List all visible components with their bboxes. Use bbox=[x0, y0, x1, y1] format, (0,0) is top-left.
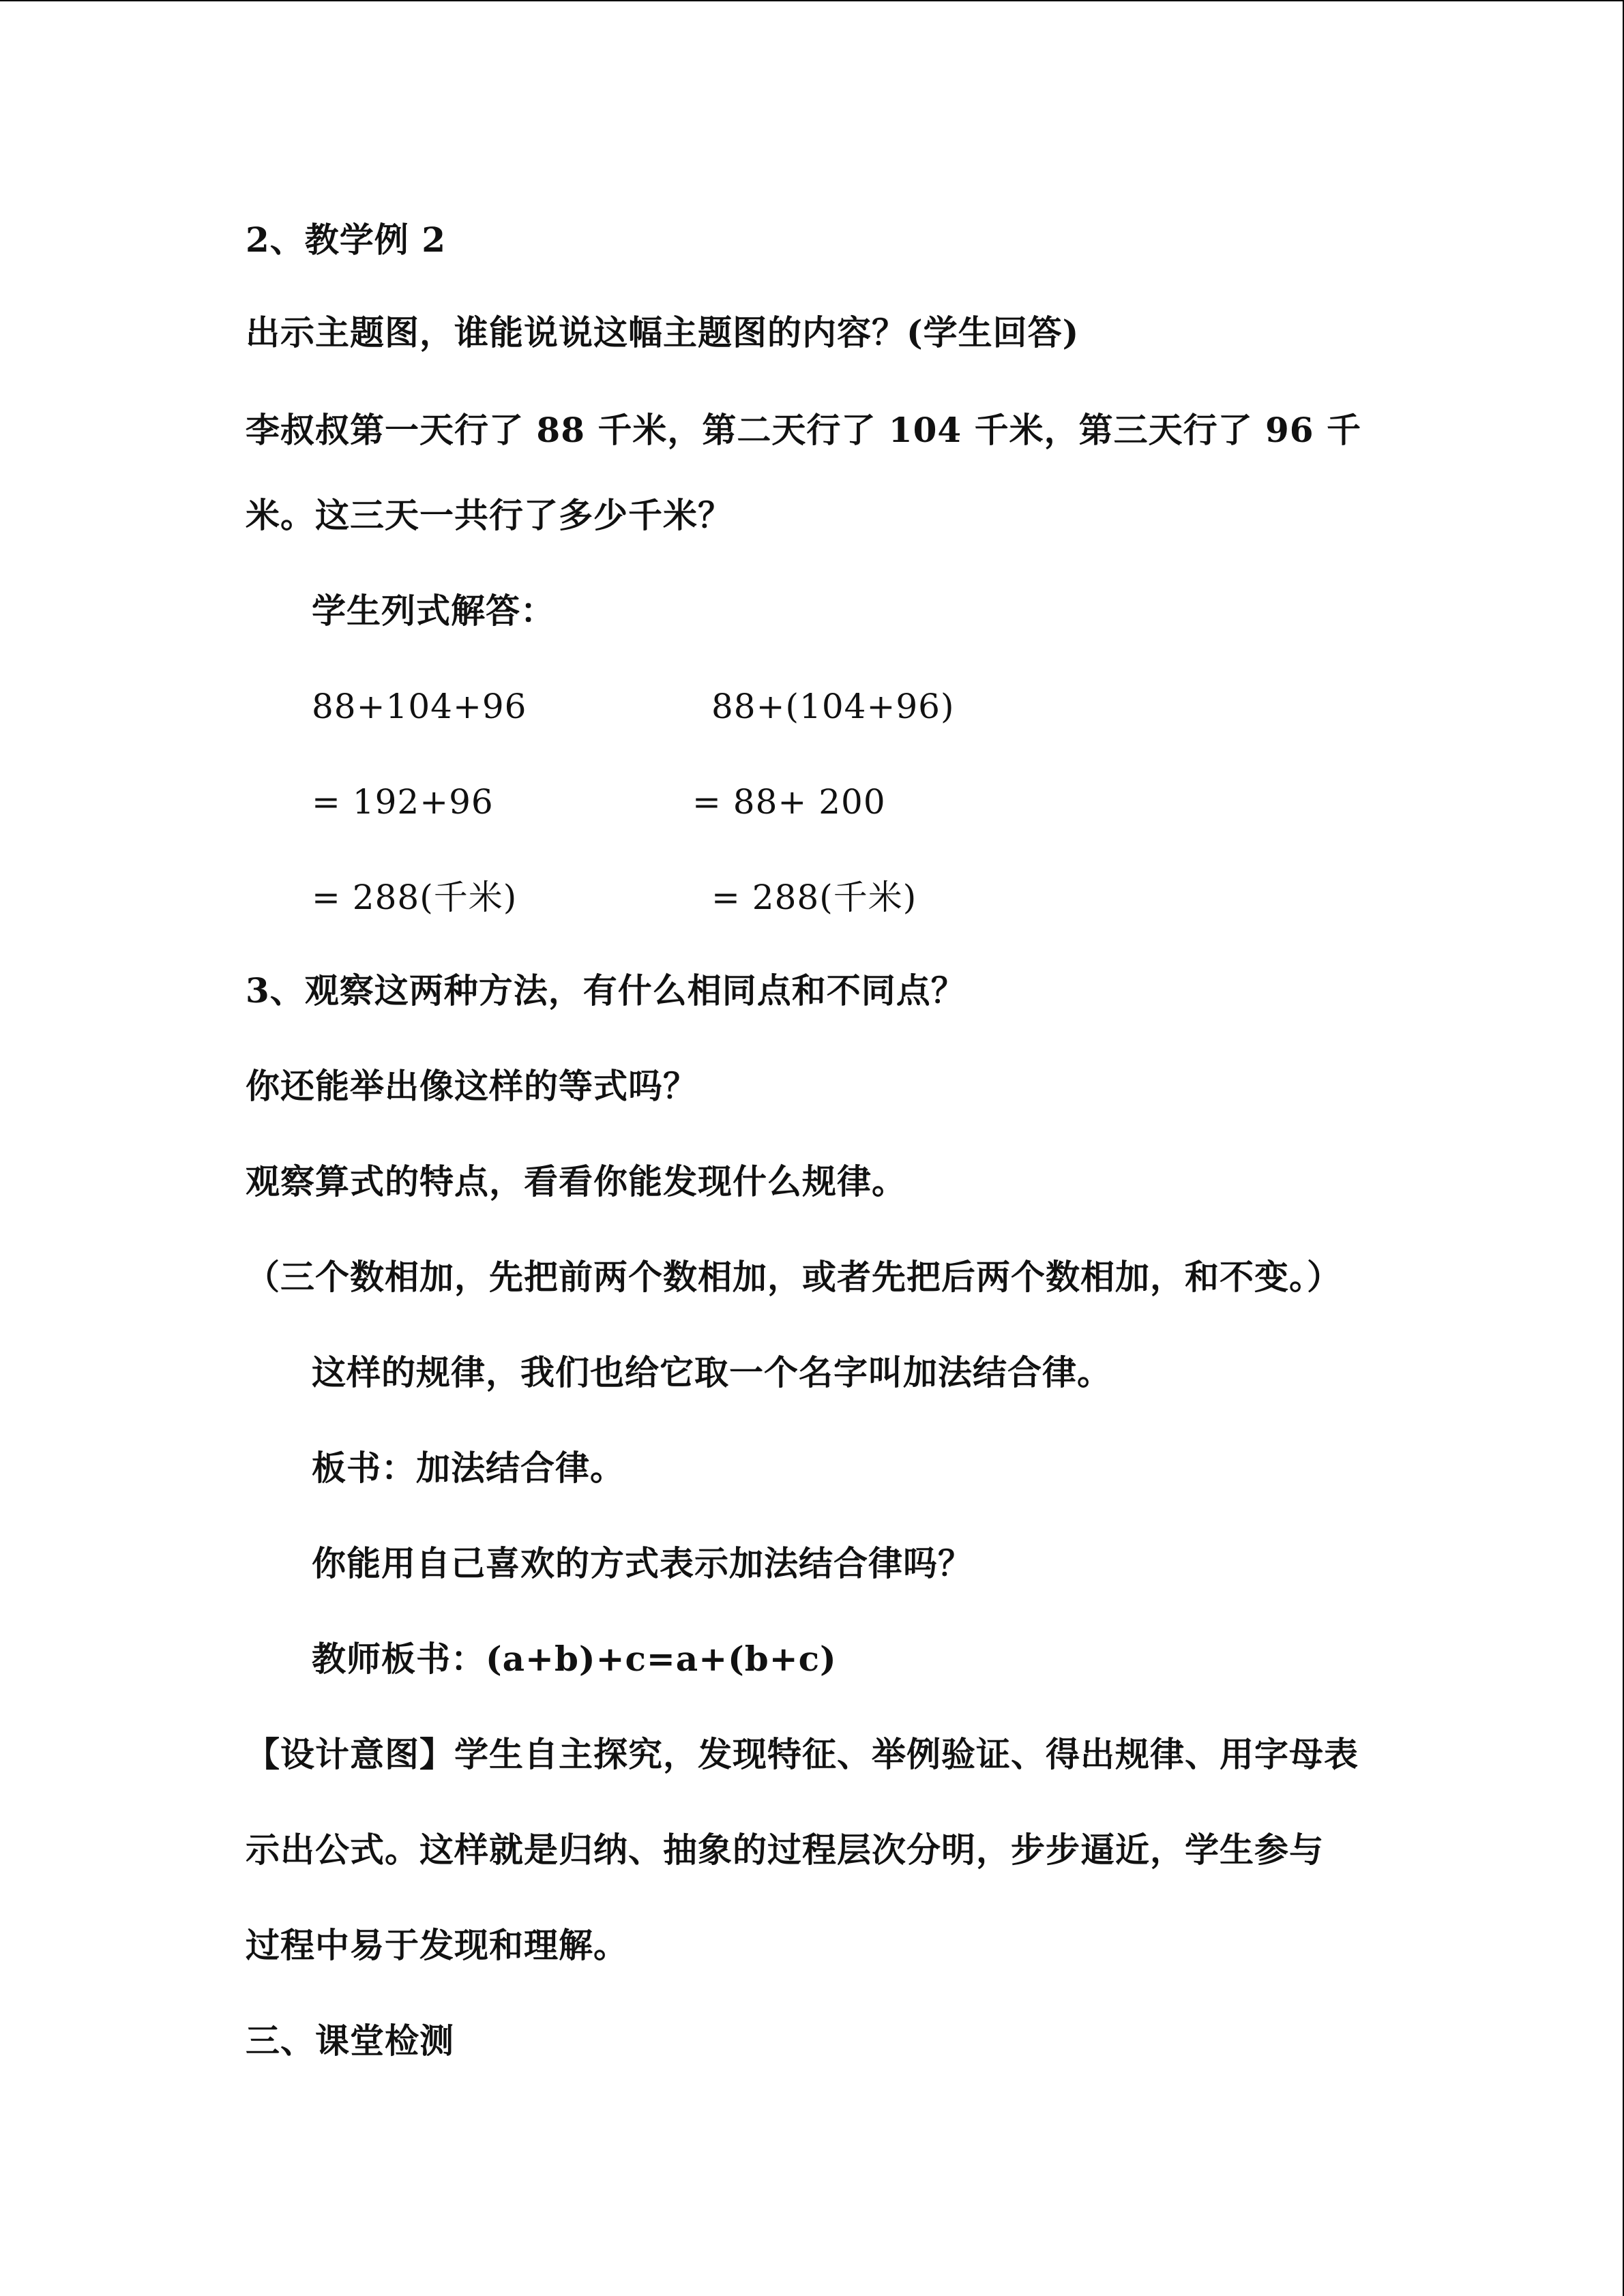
calc-left-line: = 192+96 bbox=[312, 782, 494, 822]
calc-left-line: = 288(千米) bbox=[312, 878, 518, 917]
text-line: 米。这三天一共行了多少千米？ bbox=[246, 495, 733, 535]
text-line: 李叔叔第一天行了 88 千米，第二天行了 104 千米，第三天行了 96 千 bbox=[246, 410, 1361, 450]
text-line: （三个数相加，先把前两个数相加，或者先把后两个数相加，和不变。） bbox=[246, 1257, 1342, 1297]
text-line: 观察算式的特点，看看你能发现什么规律。 bbox=[246, 1161, 906, 1202]
calc-right-line: 88+(104+96) bbox=[711, 687, 955, 726]
formula-line: 教师板书：(a+b)+c=a+(b+c) bbox=[312, 1639, 837, 1679]
text-line: 学生列式解答： bbox=[312, 591, 555, 631]
section-heading-observe: 3、观察这两种方法，有什么相同点和不同点？ bbox=[246, 970, 966, 1011]
design-intent-line: 示出公式。这样就是归纳、抽象的过程层次分明，步步逼近，学生参与 bbox=[246, 1830, 1324, 1870]
text-line: 你能用自己喜欢的方式表示加法结合律吗？ bbox=[312, 1543, 973, 1583]
text-line: 板书：加法结合律。 bbox=[312, 1448, 625, 1488]
text-line: 你还能举出像这样的等式吗？ bbox=[246, 1066, 698, 1106]
calc-right-line: = 288(千米) bbox=[711, 878, 917, 917]
calc-right-line: = 88+ 200 bbox=[692, 782, 886, 822]
design-intent-line: 过程中易于发现和理解。 bbox=[246, 1925, 628, 1965]
text-line: 出示主题图，谁能说说这幅主题图的内容？(学生回答) bbox=[246, 312, 1080, 353]
section-heading-classroom-test: 三、课堂检测 bbox=[246, 2021, 454, 2061]
design-intent-line: 【设计意图】学生自主探究，发现特征、举例验证、得出规律、用字母表 bbox=[246, 1734, 1359, 1774]
section-heading-example-2: 2、教学例 2 bbox=[246, 220, 446, 260]
calc-left-line: 88+104+96 bbox=[312, 687, 527, 726]
text-line: 这样的规律，我们也给它取一个名字叫加法结合律。 bbox=[312, 1352, 1112, 1392]
